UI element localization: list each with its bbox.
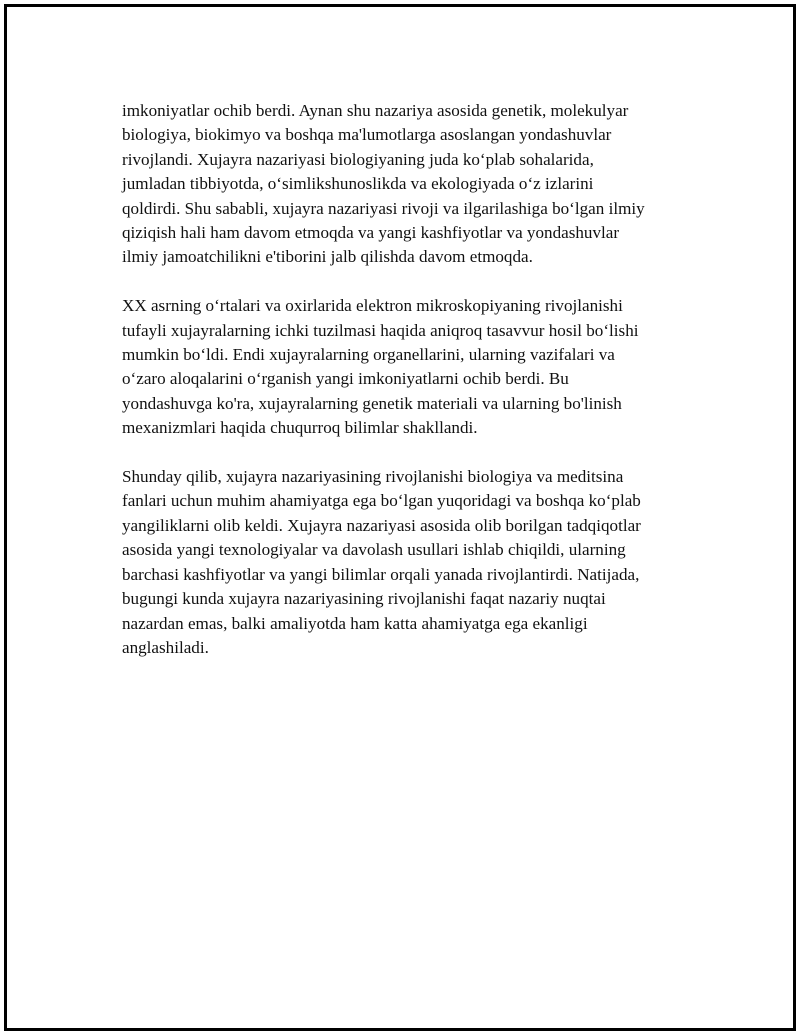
paragraph-line: bugungi kunda xujayra nazariyasining rivojlanishi faqat nazariy nuqtai <box>122 589 606 609</box>
paragraph-line: rivojlandi. Xujayra nazariyasi biologiyaning juda koʻplab sohalarida, <box>122 149 594 169</box>
paragraph-line: nazardan emas, balki amaliyotda ham katta ahamiyatga ega ekanligi <box>122 613 588 633</box>
paragraph-line: tufayli xujayralarning ichki tuzilmasi haqida aniqroq tasavvur hosil boʻlishi <box>122 320 639 340</box>
paragraph-line: oʻzaro aloqalarini oʻrganish yangi imkoniyatlarni ochib berdi. Bu <box>122 369 569 389</box>
paragraph-line: asosida yangi texnologiyalar va davolash usullari ishlab chiqildi, ularning <box>122 540 626 560</box>
paragraph-line: XX asrning oʻrtalari va oxirlarida elektron mikroskopiyaning rivojlanishi <box>122 296 623 316</box>
paragraph-line: yondashuvga ko'ra, xujayralarning genetik materiali va ularning bo'linish <box>122 393 622 413</box>
paragraph-line: yangiliklarni olib keldi. Xujayra nazariyasi asosida olib borilgan tadqiqotlar <box>122 515 641 535</box>
document-body <box>122 99 702 685</box>
paragraph-line: biologiya, biokimyo va boshqa ma'lumotlarga asoslangan yondashuvlar <box>122 125 612 145</box>
page-border-frame <box>4 4 796 1031</box>
paragraph-line: qiziqish hali ham davom etmoqda va yangi kashfiyotlar va yondashuvlar <box>122 223 620 243</box>
paragraph-2 <box>122 294 702 440</box>
paragraph-line: barchasi kashfiyotlar va yangi bilimlar orqali yanada rivojlantirdi. Natijada, <box>122 564 640 584</box>
paragraph-line: anglashiladi. <box>122 637 209 657</box>
paragraph-line: qoldirdi. Shu sababli, xujayra nazariyasi rivoji va ilgarilashiga boʻlgan ilmiy <box>122 198 645 218</box>
paragraph-line: mexanizmlari haqida chuqurroq bilimlar shakllandi. <box>122 418 478 438</box>
paragraph-line: jumladan tibbiyotda, oʻsimlikshunoslikda va ekologiyada oʻz izlarini <box>122 174 594 194</box>
paragraph-line: ilmiy jamoatchilikni e'tiborini jalb qilishda davom etmoqda. <box>122 247 533 267</box>
paragraph-line: mumkin boʻldi. Endi xujayralarning organellarini, ularning vazifalari va <box>122 345 615 365</box>
paragraph-3 <box>122 465 702 660</box>
paragraph-line: imkoniyatlar ochib berdi. Aynan shu nazariya asosida genetik, molekulyar <box>122 101 629 120</box>
paragraph-line: fanlari uchun muhim ahamiyatga ega boʻlgan yuqoridagi va boshqa koʻplab <box>122 491 641 511</box>
paragraph-1 <box>122 99 702 270</box>
paragraph-line: Shunday qilib, xujayra nazariyasining rivojlanishi biologiya va meditsina <box>122 467 624 487</box>
